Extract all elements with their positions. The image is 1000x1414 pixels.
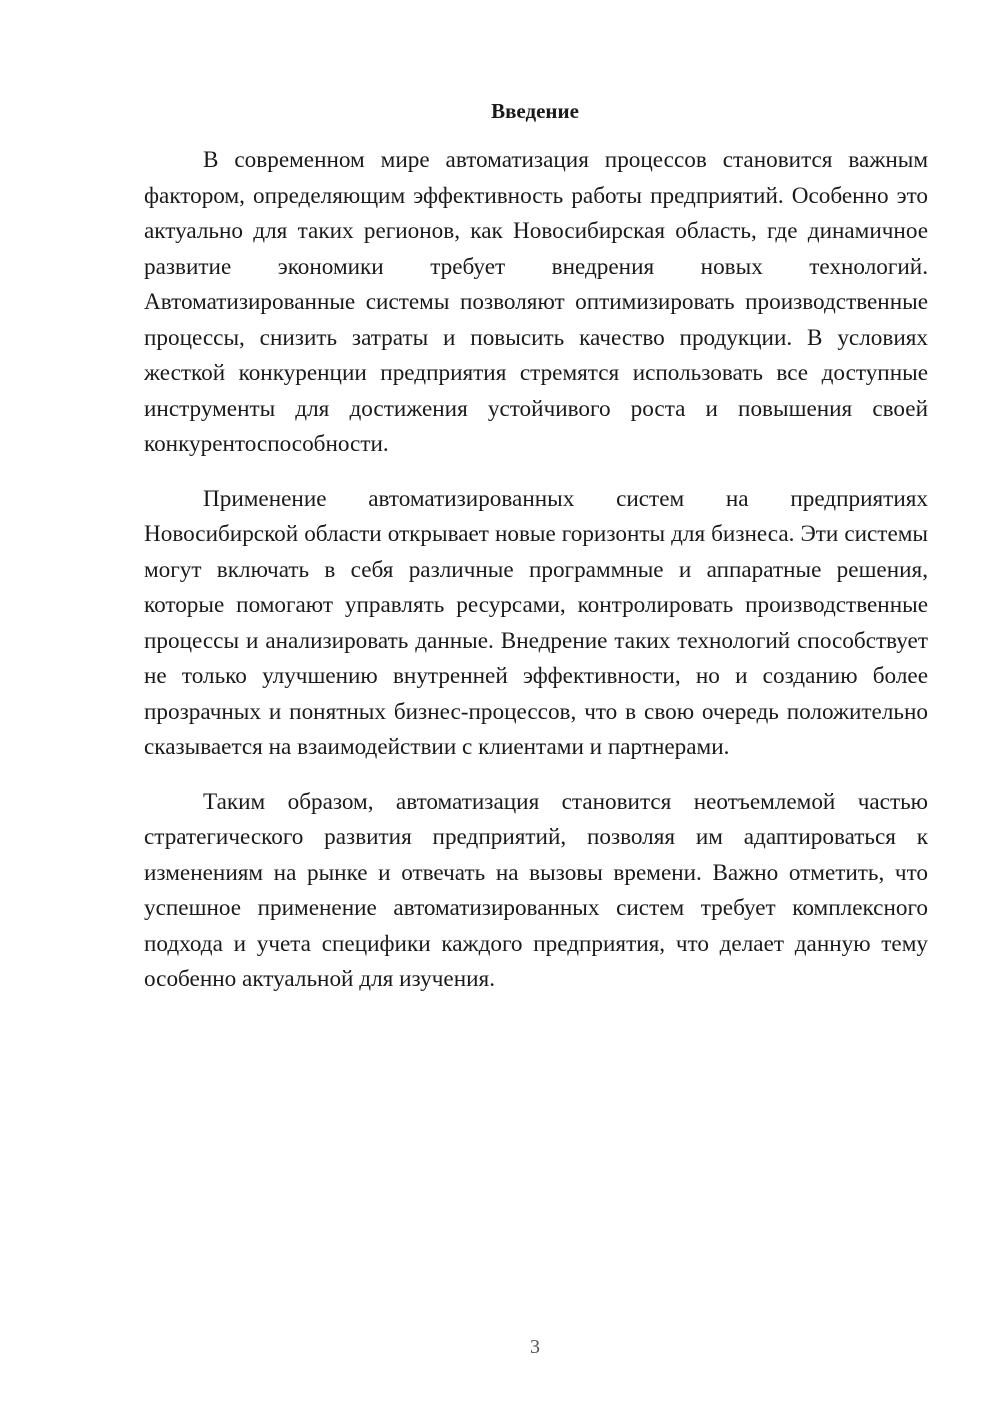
paragraph-1: В современном мире автоматизация процессов становится важным фактором, определяющим эффективность работы предприятий. Особенно это актуально для таких регионов, как Новосибирская область, где динамичное развитие экономики требует внедрения новых технологий. Автоматизированные системы позволяют оптимизировать производственные процессы, снизить затраты и повысить качество продукции. В условиях жесткой конкуренции предприятия стремятся использовать все доступные инструменты для достижения устойчивого роста и повышения своей конкурентоспособности. xyxy=(144,147,928,457)
page-number: 3 xyxy=(530,1336,540,1358)
paragraph-2: Применение автоматизированных систем на предприятиях Новосибирской области открывает новые горизонты для бизнеса. Эти системы могут включать в себя различные программные и аппаратные решения, которые помогают управлять ресурсами, контролировать производственные процессы и анализировать данные. Внедрение таких технологий способствует не только улучшению внутренней эффективности, но и созданию более прозрачных и понятных бизнес-процессов, что в свою очередь положительно сказывается на взаимодействии с клиентами и партнерами. xyxy=(144,485,928,760)
page-title: Введение xyxy=(491,99,579,123)
body-text xyxy=(144,143,928,1017)
paragraph-3: Таким образом, автоматизация становится неотъемлемой частью стратегического развития предприятий, позволяя им адаптироваться к изменениям на рынке и отвечать на вызовы времени. Важно отметить, что успешное применение автоматизированных систем требует комплексного подхода и учета специфики каждого предприятия, что делает данную тему особенно актуальной для изучения. xyxy=(144,788,928,992)
